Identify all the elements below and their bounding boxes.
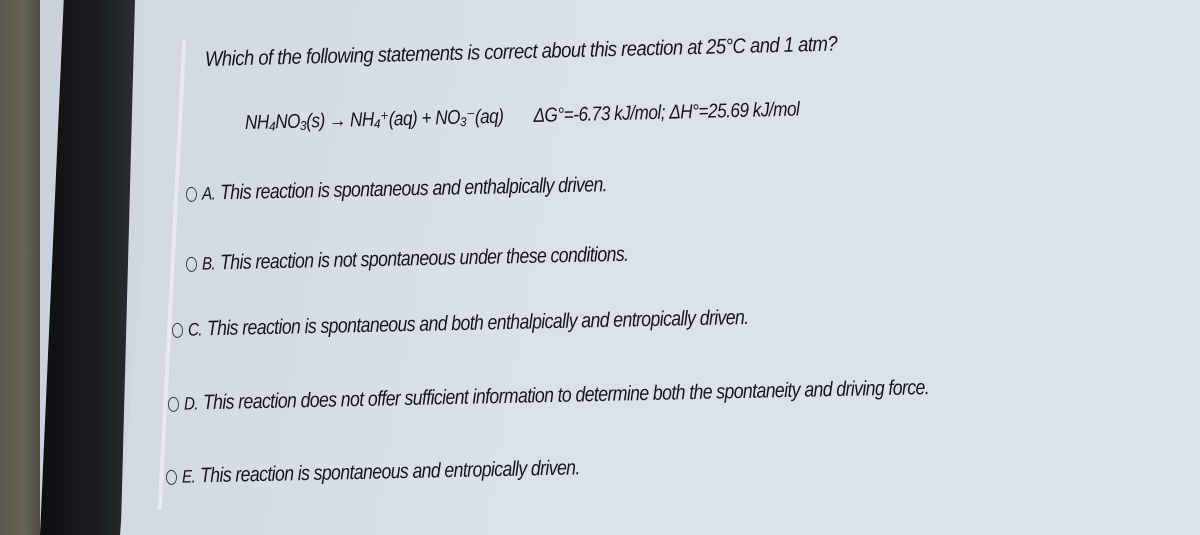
option-e-label: This reaction is spontaneous and entropically driven. bbox=[199, 456, 580, 488]
option-c-letter: C. bbox=[187, 318, 203, 340]
question-text: Which of the following statements is correct about this reaction at 25°C and 1 atm? bbox=[204, 32, 838, 71]
option-d-label: This reaction does not offer sufficient information to determine both the spontaneity and driving force. bbox=[202, 376, 930, 415]
option-b-radio[interactable] bbox=[186, 256, 197, 271]
thermo-values: ΔG°=-6.73 kJ/mol; ΔH°=25.69 kJ/mol bbox=[533, 98, 800, 127]
monitor-edge bbox=[40, 0, 135, 535]
option-a-letter: A. bbox=[201, 182, 216, 204]
option-b-letter: B. bbox=[201, 252, 216, 274]
option-d-radio[interactable] bbox=[168, 396, 179, 411]
option-c-radio[interactable] bbox=[172, 322, 183, 337]
option-a-label: This reaction is spontaneous and enthalpically driven. bbox=[219, 173, 608, 205]
option-c-label: This reaction is spontaneous and both enthalpically and entropically driven. bbox=[206, 305, 749, 341]
monitor-bezel bbox=[0, 0, 40, 535]
reaction-formula: NH₄NO₃(s) → NH₄⁺(aq) + NO₃⁻(aq) bbox=[244, 105, 504, 134]
option-d-letter: D. bbox=[183, 392, 199, 414]
option-b-label: This reaction is not spontaneous under these conditions. bbox=[219, 242, 629, 275]
option-a-radio[interactable] bbox=[186, 186, 197, 201]
option-e-radio[interactable] bbox=[166, 469, 177, 484]
option-e-letter: E. bbox=[181, 465, 196, 487]
